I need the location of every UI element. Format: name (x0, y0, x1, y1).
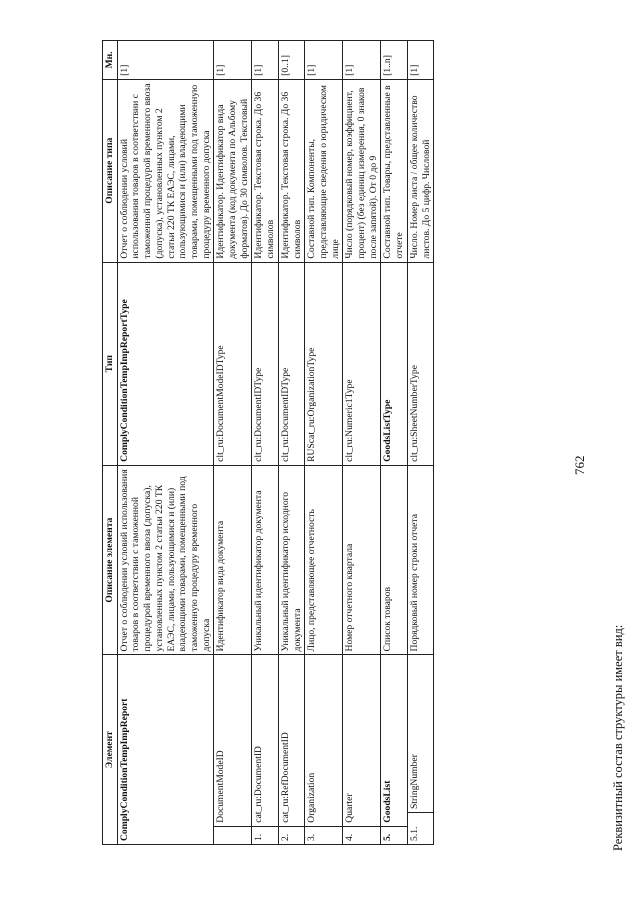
element-name: DocumentModeID (214, 655, 252, 826)
row-number: 2. (278, 826, 304, 844)
table-row (343, 41, 381, 845)
element-type: clt_ru:DocumentIDType (252, 262, 278, 465)
table-row (305, 41, 343, 845)
type-description: Идентификатор. Идентификатор вида документа (код документа по Альбому форматов). До 30 символов. Текстовый (214, 79, 252, 262)
requisites-table (102, 40, 434, 845)
element-name: Organization (305, 655, 343, 826)
element-type: GoodsListType (381, 262, 407, 465)
element-type: clt_ru:SheetNumberType (407, 262, 433, 465)
row-number: 5.1. (407, 813, 433, 845)
element-description: Лицо, представляющее отчетность (305, 465, 343, 655)
element-name: cat_ru:DocumentID (252, 655, 278, 826)
intro-text: Реквизитный состав структуры имеет вид: (611, 624, 625, 851)
element-name: ComplyConditionTempImpReport (117, 655, 214, 845)
element-description: Номер отчетного квартала (343, 465, 381, 655)
element-description: Идентификатор вида документа (214, 465, 252, 655)
multiplicity: [1] (343, 41, 381, 80)
header-type: Тип (103, 262, 118, 465)
element-name: Quarter (343, 655, 381, 826)
table-row (214, 41, 252, 845)
type-description: Составной тип. Компоненты, представляющие сведения о юридическом лице (305, 79, 343, 262)
type-description: Идентификатор. Текстовая строка. До 36 символов (252, 79, 278, 262)
multiplicity: [1] (407, 41, 433, 80)
table-header-row (103, 41, 118, 845)
row-number: 4. (343, 826, 381, 844)
row-number: 1. (252, 826, 278, 844)
element-description: Порядковый номер строки отчета (407, 465, 433, 655)
element-description: Список товаров (381, 465, 407, 655)
element-type: RUScat_ru:OrganizationType (305, 262, 343, 465)
multiplicity: [0..1] (278, 41, 304, 80)
header-description: Описание элемента (103, 465, 118, 655)
table-row (407, 41, 433, 845)
header-element: Элемент (103, 655, 118, 845)
element-name: cat_ru:RefDocumentID (278, 655, 304, 826)
page-number: 762 (572, 455, 587, 475)
table-row (117, 41, 214, 845)
header-type-description: Описание типа (103, 79, 118, 262)
type-description: Идентификатор. Текстовая строка. До 36 символов (278, 79, 304, 262)
row-number: 5. (381, 826, 407, 844)
multiplicity: [1] (117, 41, 214, 80)
table-row (381, 41, 407, 845)
element-type: clt_ru:Numeric1Type (343, 262, 381, 465)
multiplicity: [1] (214, 41, 252, 80)
multiplicity: [1] (252, 41, 278, 80)
table-row (278, 41, 304, 845)
type-description: Число (порядковый номер, коэффициент, процент) (без единиц измерения, 0 знаков после запятой). От 0 до 9 (343, 79, 381, 262)
type-description: Отчет о соблюдении условий использования товаров в соответствии с таможенной процедурой временного ввоза (допуска), установленных пунктом 2 статьи 220 ТК ЕАЭС, лицами, пользующимися и (или) владеющими товарами, помещенными под таможенную процедуру временного допуска (117, 79, 214, 262)
element-description: Отчет о соблюдении условий использования товаров в соответствии с таможенной процедурой временного ввоза (допуска), установленных пунктом 2 статьи 220 ТК ЕАЭС, лицами, пользующимися и (или) владеющими товарами, помещенными под таможенную процедуру временного допуска (117, 465, 214, 655)
element-name: StringNumber (407, 655, 433, 813)
element-type: ComplyConditionTempImpReportType (117, 262, 214, 465)
element-name: GoodsList (381, 655, 407, 826)
element-description: Уникальный идентификатор документа (252, 465, 278, 655)
row-number: 3. (305, 826, 343, 844)
indent-cell (214, 826, 252, 844)
element-description: Уникальный идентификатор исходного документа (278, 465, 304, 655)
element-type: clt_ru:DocumentModeIDType (214, 262, 252, 465)
table-row (252, 41, 278, 845)
type-description: Число. Номер листа / общее количество листов. До 5 цифр. Числовой (407, 79, 433, 262)
element-type: clt_ru:DocumentIDType (278, 262, 304, 465)
type-description: Составной тип. Товары, представленные в отчете (381, 79, 407, 262)
multiplicity: [1..n] (381, 41, 407, 80)
multiplicity: [1] (305, 41, 343, 80)
header-multiplicity: Мн. (103, 41, 118, 80)
